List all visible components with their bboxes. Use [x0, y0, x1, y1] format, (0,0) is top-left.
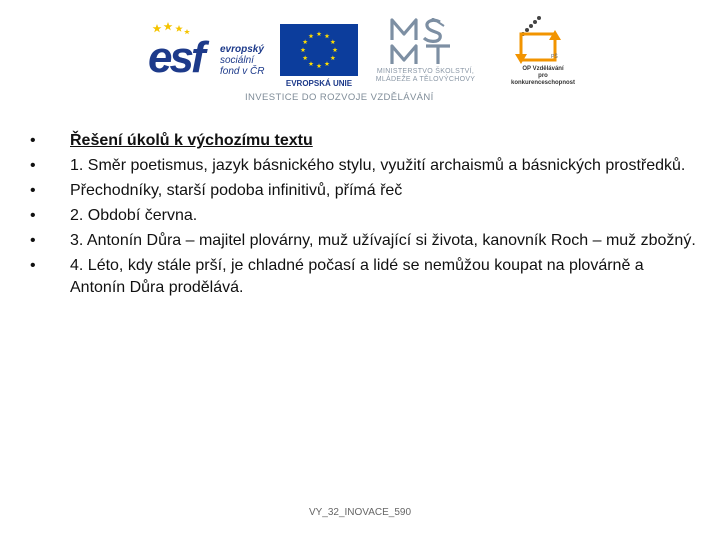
bullet-icon: • [30, 232, 36, 249]
list-item [26, 205, 696, 227]
op-logo [505, 14, 580, 92]
svg-text:PŠ: PŠ [551, 54, 558, 60]
esf-caption-line2: sociální [220, 55, 254, 66]
msmt-logo [363, 18, 488, 92]
msmt-caption [363, 68, 488, 84]
esf-wordmark: esf [148, 33, 203, 82]
bullet-icon: • [30, 157, 36, 174]
list-item [26, 155, 696, 177]
op-caption-line1: OP Vzdělávání [522, 66, 564, 72]
msmt-caption-line2: MLÁDEŽE A TĚLOVÝCHOVY [375, 76, 476, 83]
esf-logo [148, 22, 272, 84]
op-mark-icon [505, 14, 580, 66]
op-caption-line2: pro konkurenceschopnost [510, 73, 575, 86]
logo-strip [145, 14, 580, 109]
msmt-mark-icon [388, 18, 460, 68]
list-item [26, 230, 696, 252]
bullet-icon: • [30, 132, 36, 149]
eu-flag-icon [280, 24, 358, 76]
op-caption [507, 66, 579, 87]
eu-caption: EVROPSKÁ UNIE [285, 79, 353, 88]
list-item [26, 255, 696, 299]
list-item-text: 1. Směr poetismus, jazyk básnického stylu, využití archaismů a básnických prostředků. [70, 157, 686, 174]
eu-logo [280, 24, 358, 88]
esf-caption-line1: evropský [220, 44, 264, 55]
tagline: INVESTICE DO ROZVOJE VZDĚLÁVÁNÍ [245, 92, 434, 103]
list-item-text: Přechodníky, starší podoba infinitivů, přímá řeč [70, 182, 403, 199]
list-heading: Řešení úkolů k výchozímu textu [70, 132, 313, 149]
footer-code: VY_32_INOVACE_590 [308, 507, 412, 518]
list-item [26, 130, 696, 152]
esf-caption-line3: fond v ČR [220, 66, 265, 77]
bullet-icon: • [30, 257, 36, 274]
list-item-text: 2. Období června. [70, 207, 198, 224]
bullet-list [26, 130, 696, 299]
esf-caption [220, 44, 264, 77]
bullet-list-container [26, 130, 696, 302]
list-item-text: 4. Léto, kdy stále prší, je chladné počasí a lidé se nemůžou koupat na plovárně a Antonín Důra prodělává. [70, 257, 644, 296]
list-item [26, 180, 696, 202]
bullet-icon: • [30, 182, 36, 199]
msmt-caption-line1: MINISTERSTVO ŠKOLSTVÍ, [376, 68, 475, 75]
list-item-text: 3. Antonín Důra – majitel plovárny, muž užívající si života, kanovník Roch – muž zbožný. [70, 232, 696, 249]
bullet-icon: • [30, 207, 36, 224]
